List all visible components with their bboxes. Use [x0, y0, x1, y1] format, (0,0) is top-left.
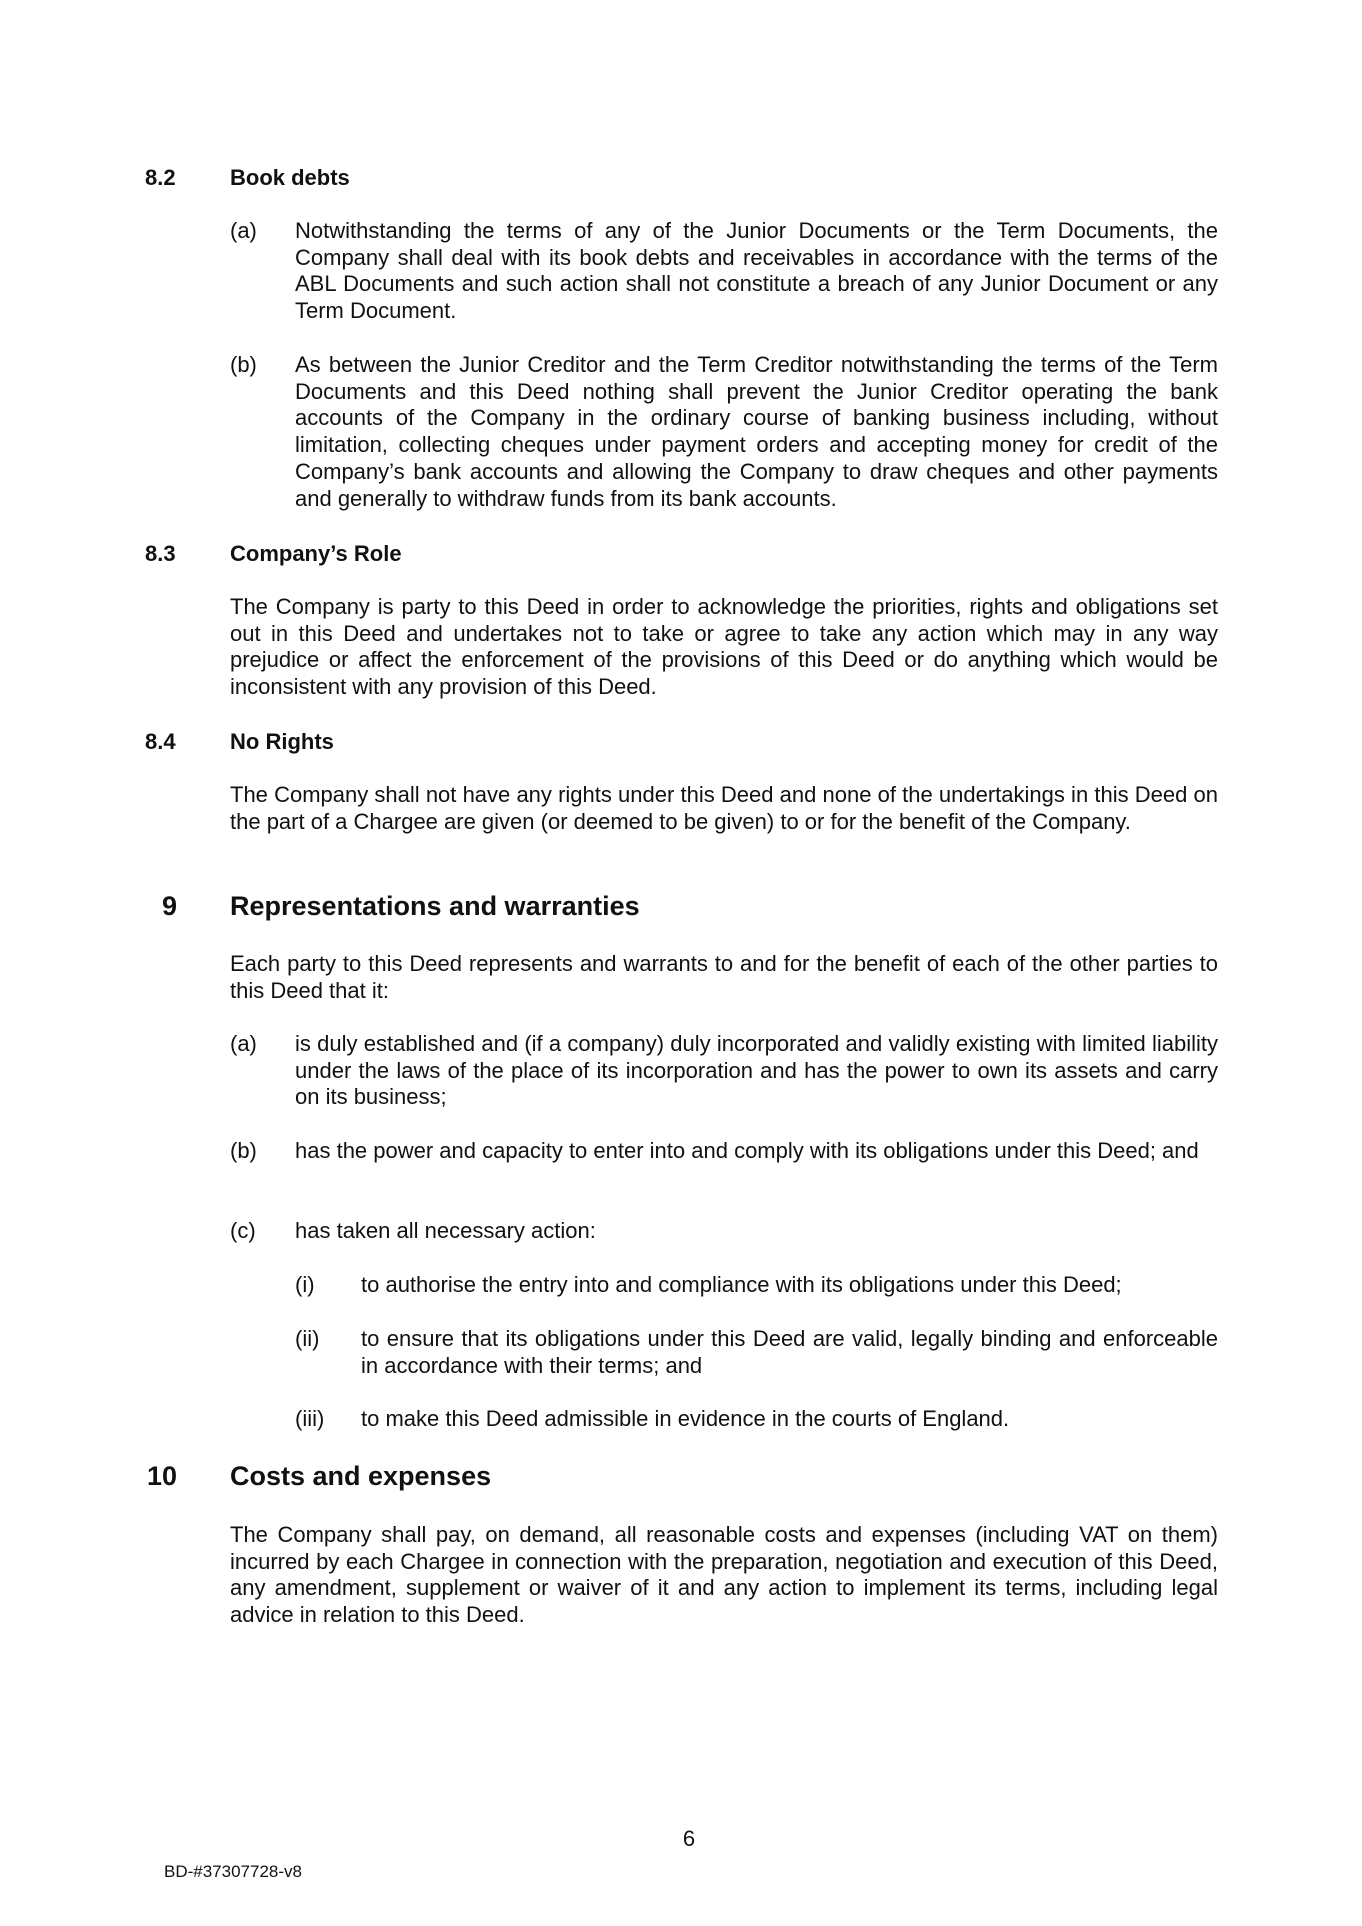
list-item-text: has the power and capacity to enter into and comply with its obligations under this Deed; and [295, 1138, 1199, 1163]
list-item-label: (b) [230, 352, 257, 377]
list-item-label: (a) [230, 218, 257, 243]
section-number: 9 [161, 891, 177, 921]
document-reference: BD-#37307728-v8 [164, 1862, 302, 1881]
list-item-text: has taken all necessary action: [295, 1218, 596, 1243]
sub-list-item-text: to ensure that its obligations under this Deed are valid, legally binding and enforceable in accordance with their terms; and [361, 1326, 1218, 1378]
section-title: Representations and warranties [230, 891, 640, 921]
sub-list-item-text: to make this Deed admissible in evidence in the courts of England. [361, 1406, 1010, 1431]
section-10-body: The Company shall pay, on demand, all reasonable costs and expenses (including VAT on them) incurred by each Chargee in connection with the preparation, negotiation and execution of this Deed, any amendment, supplement or waiver of it and any action to implement its terms, including legal advice in relation to this Deed. [230, 1522, 1218, 1628]
section-number: 10 [146, 1461, 177, 1491]
sub-list-item-label: (ii) [295, 1326, 320, 1351]
section-number: 8.2 [145, 165, 176, 190]
list-item-label: (a) [230, 1031, 257, 1056]
sub-list-item [295, 1406, 1218, 1433]
sub-list-item [295, 1272, 1218, 1299]
section-number: 8.3 [145, 541, 176, 566]
list-item [230, 352, 1218, 512]
section-title: Company’s Role [230, 541, 402, 566]
list-item [230, 218, 1218, 325]
list-item-text: Notwithstanding the terms of any of the Junior Documents or the Term Documents, the Company shall deal with its book debts and receivables in accordance with the terms of the ABL Documents and such action shall not constitute a breach of any Junior Document or any Term Document. [295, 218, 1218, 324]
section-title: Costs and expenses [230, 1461, 492, 1491]
list-item [230, 1031, 1218, 1111]
list-item [230, 1218, 1218, 1245]
page-number: 6 [682, 1826, 696, 1851]
section-title: No Rights [230, 729, 334, 754]
section-9-intro: Each party to this Deed represents and warrants to and for the benefit of each of the other parties to this Deed that it: [230, 951, 1218, 1003]
sub-list-item [295, 1326, 1218, 1379]
sub-list-item-label: (iii) [295, 1406, 325, 1431]
section-8-3-body: The Company is party to this Deed in order to acknowledge the priorities, rights and obligations set out in this Deed and undertakes not to take or agree to take any action which may in any way prejudice or affect the enforcement of the provisions of this Deed or do anything which would be inconsistent with any provision of this Deed. [230, 594, 1218, 700]
list-item-label: (c) [230, 1218, 256, 1243]
section-title: Book debts [230, 165, 350, 190]
sub-list-item-text: to authorise the entry into and compliance with its obligations under this Deed; [361, 1272, 1122, 1297]
list-item-text: is duly established and (if a company) duly incorporated and validly existing with limited liability under the laws of the place of its incorporation and has the power to own its assets and carry on its business; [295, 1031, 1218, 1110]
list-item [230, 1138, 1218, 1165]
list-item-text: As between the Junior Creditor and the Term Creditor notwithstanding the terms of the Term Documents and this Deed nothing shall prevent the Junior Creditor operating the bank accounts of the Company in the ordinary course of banking business including, without limitation, collecting cheques under payment orders and accepting money for credit of the Company’s bank accounts and allowing the Company to draw cheques and other payments and generally to withdraw funds from its bank accounts. [295, 352, 1218, 511]
sub-list-item-label: (i) [295, 1272, 315, 1297]
section-8-4-body: The Company shall not have any rights under this Deed and none of the undertakings in this Deed on the part of a Chargee are given (or deemed to be given) to or for the benefit of the Company. [230, 782, 1218, 834]
list-item-label: (b) [230, 1138, 257, 1163]
section-number: 8.4 [145, 729, 176, 754]
